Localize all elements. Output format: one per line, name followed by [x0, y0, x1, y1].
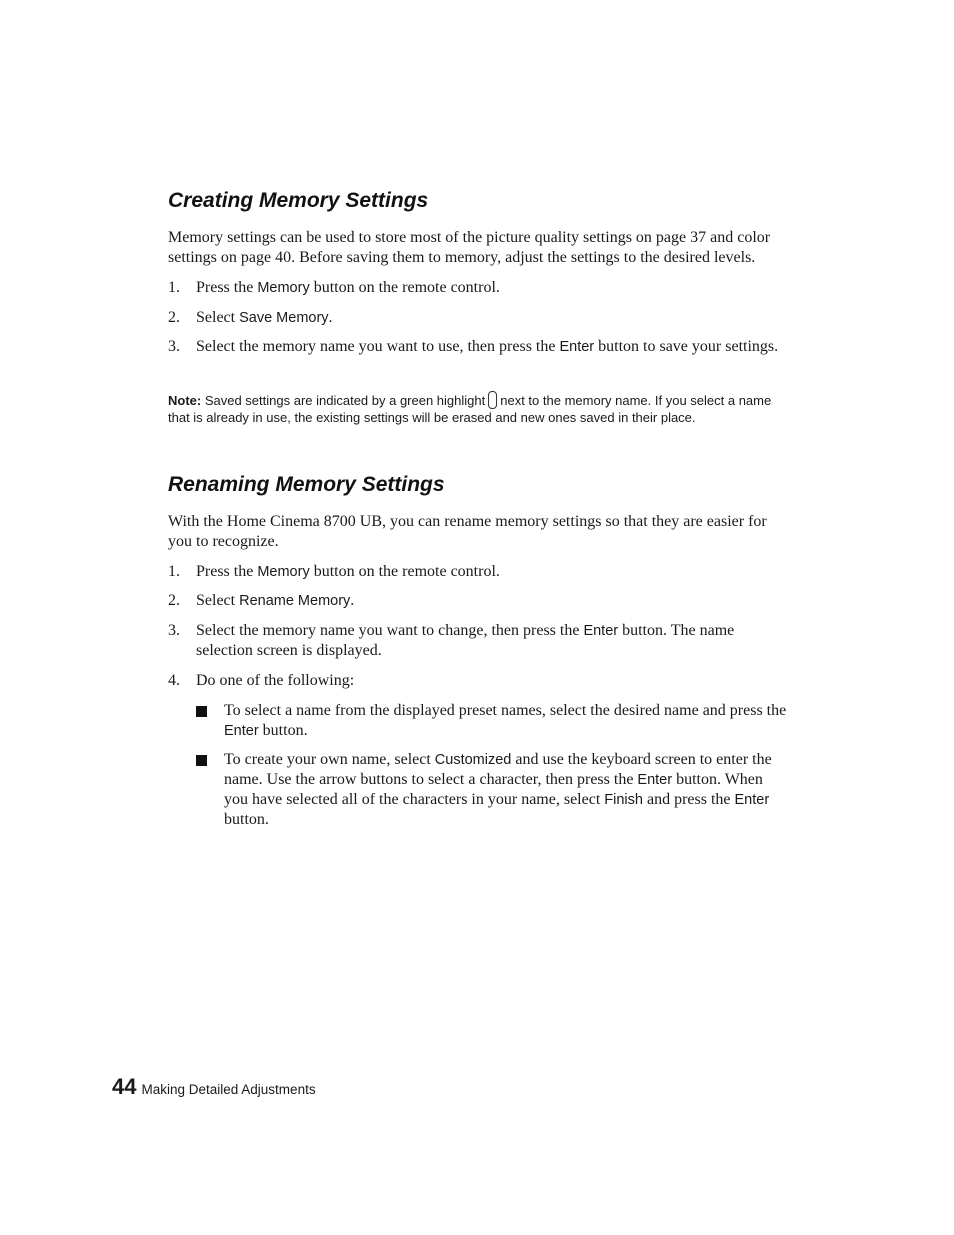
section-heading-creating-memory: Creating Memory Settings [168, 189, 429, 212]
step-text: Select [196, 592, 240, 609]
note-paragraph [168, 391, 778, 426]
step-text: Select [196, 309, 240, 326]
step-number: 3. [168, 338, 180, 355]
ui-term: Memory [257, 280, 310, 296]
bullet-item [196, 701, 788, 741]
step-text: button. The name selection screen is displayed. [196, 622, 735, 659]
bullet-text: and use the keyboard screen to enter the name. Use the arrow buttons to select a character, then press the [224, 751, 772, 788]
ui-term: Rename Memory [239, 593, 351, 609]
note-text: next to the memory name. If you select a name that is already in use, the existing settings will be erased and new ones saved in their place. [168, 393, 772, 425]
step-number: 1. [168, 563, 180, 580]
step-number: 2. [168, 592, 180, 609]
intro-paragraph: Memory settings can be used to store most of the picture quality settings on page 37 and color settings on page 40. Before saving them to memory, adjust the settings to the desired levels. [168, 229, 771, 266]
list-item [168, 337, 788, 357]
step-number: 2. [168, 309, 180, 326]
step-text: Do one of the following: [196, 672, 355, 689]
square-bullet-icon [196, 706, 207, 717]
section-heading-renaming-memory: Renaming Memory Settings [168, 473, 445, 496]
page-footer [112, 1074, 316, 1100]
page-number: 44 [112, 1074, 137, 1099]
ui-term: Enter [734, 792, 770, 808]
list-item [168, 308, 788, 328]
step-text: button on the remote control. [309, 563, 500, 580]
step-text: button to save your settings. [594, 338, 779, 355]
bullet-text: and press the [642, 791, 735, 808]
ui-term: Enter [559, 339, 595, 355]
bullet-text: button. [258, 722, 308, 739]
list-item [168, 671, 788, 691]
bullet-text: To create your own name, select [224, 751, 435, 768]
step-number: 4. [168, 672, 180, 689]
note-text: Saved settings are indicated by a green highlight [201, 393, 486, 408]
ui-term: Save Memory [239, 310, 329, 326]
step-text: button on the remote control. [309, 279, 500, 296]
ui-term: Finish [604, 792, 643, 808]
list-item [168, 562, 788, 582]
list-item [168, 278, 788, 298]
ui-term: Customized [434, 752, 512, 768]
list-item [168, 621, 788, 661]
intro-paragraph: With the Home Cinema 8700 UB, you can rename memory settings so that they are easier for you to recognize. [168, 513, 767, 550]
step-text: Press the [196, 563, 258, 580]
bullet-text: button. [224, 811, 269, 828]
ui-term: Enter [583, 623, 619, 639]
footer-section-title: Making Detailed Adjustments [141, 1082, 316, 1097]
bullet-text: To select a name from the displayed preset names, select the desired name and press the [224, 702, 787, 719]
step-number: 3. [168, 622, 180, 639]
step-number: 1. [168, 279, 180, 296]
bullet-text: button. When you have selected all of the characters in your name, select [224, 771, 763, 808]
step-text: Select the memory name you want to use, then press the [196, 338, 560, 355]
step-text: . [328, 309, 333, 326]
ui-term: Enter [637, 772, 673, 788]
step-text: Select the memory name you want to change, then press the [196, 622, 584, 639]
list-item [168, 591, 788, 611]
step-text: Press the [196, 279, 258, 296]
note-label: Note: [168, 393, 202, 408]
green-highlight-icon [488, 391, 497, 409]
square-bullet-icon [196, 755, 207, 766]
bullet-item [196, 750, 788, 830]
ui-term: Memory [257, 564, 310, 580]
step-text: . [350, 592, 355, 609]
ui-term: Enter [224, 723, 259, 739]
